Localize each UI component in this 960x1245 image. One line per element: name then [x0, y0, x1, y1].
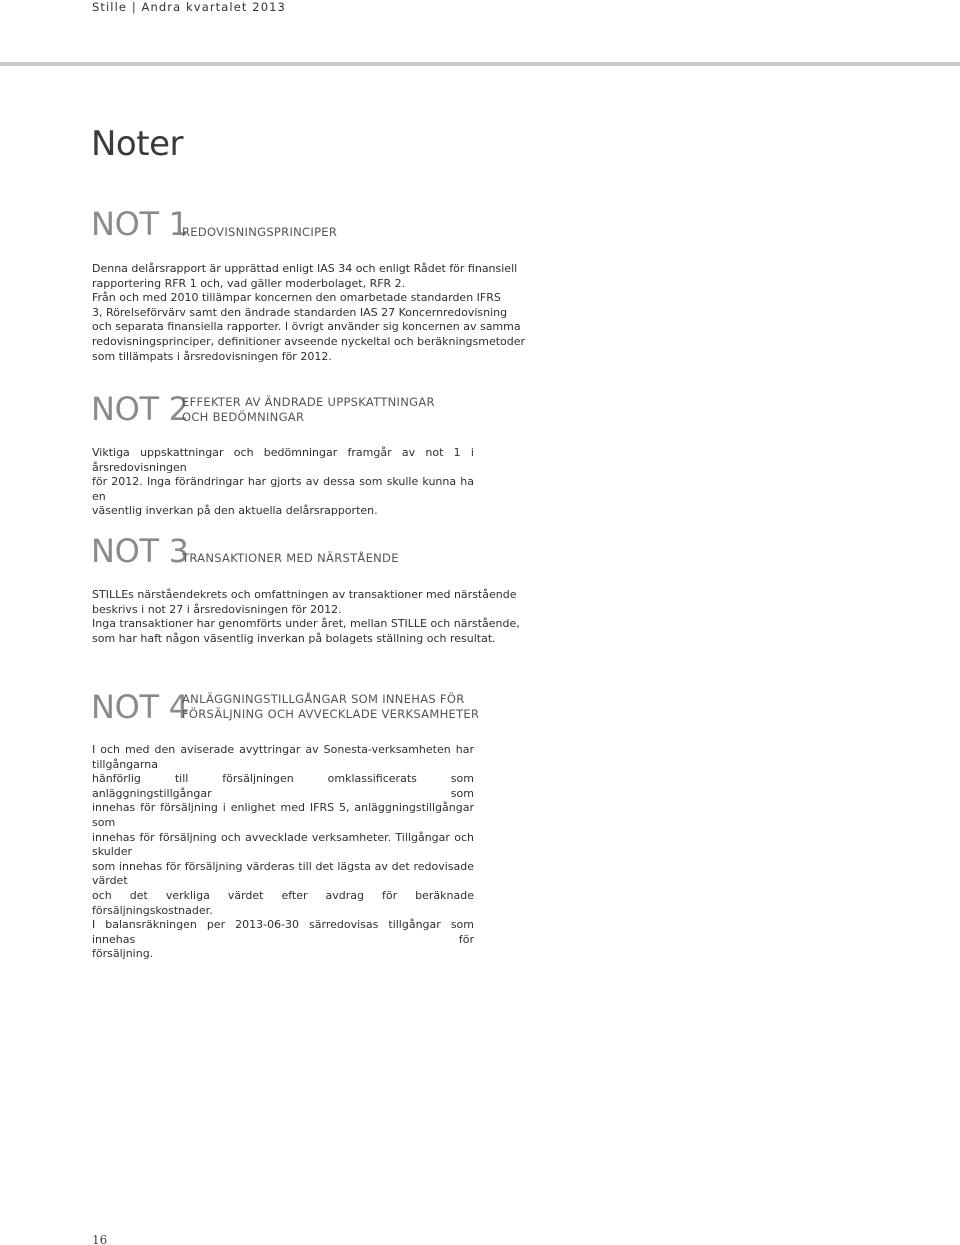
- note-1-title-line: REDOVISNINGSPRINCIPER: [182, 225, 338, 239]
- note-4-line: hänförlig till försäljningen omklassificerats som anläggningstillgångar som: [92, 772, 474, 800]
- note-3-line: STILLEs närståendekrets och omfattningen av transaktioner med närstående: [92, 588, 517, 601]
- page-number: 16: [92, 1233, 108, 1245]
- note-4-line: som innehas för försäljning värderas till det lägsta av det redovisade värdet: [92, 859, 474, 888]
- note-3-line: Inga transaktioner har genomförts under året, mellan STILLE och närstående,: [92, 617, 520, 631]
- note-4-title: [182, 692, 479, 722]
- note-3-line: som har haft någon väsentlig inverkan på bolagets ställning och resultat.: [92, 631, 496, 645]
- note-1-line: redovisningsprinciper, definitioner avseende nyckeltal och beräkningsmetoder: [92, 334, 526, 348]
- note-3-body: [92, 588, 520, 646]
- note-4-line: I balansräkningen per 2013-06-30 särredovisas tillgångar som innehas för: [92, 918, 474, 946]
- note-4-line: innehas för försäljning i enlighet med IFRS 5, anläggningstillgångar som: [92, 801, 474, 829]
- note-4-line: innehas för försäljning och avvecklade verksamheter. Tillgångar och skulder: [92, 830, 474, 859]
- note-3-number: NOT 3: [91, 532, 189, 570]
- note-1-line: rapportering RFR 1 och, vad gäller moderbolaget, RFR 2.: [92, 276, 406, 290]
- note-4-line: I och med den aviserade avyttringar av Sonesta-verksamheten har tillgångarna: [92, 743, 474, 771]
- note-1-line: som tillämpats i årsredovisningen för 2012.: [92, 349, 332, 363]
- note-1-line: 3, Rörelseförvärv samt den ändrade standarden IAS 27 Koncernredovisning: [92, 305, 508, 319]
- note-1-title: [182, 225, 337, 240]
- note-4-line: försäljning.: [92, 947, 154, 961]
- note-4-number: NOT 4: [91, 688, 189, 726]
- note-4-title-line: ANLÄGGNINGSTILLGÅNGAR SOM INNEHAS FÖR: [182, 692, 465, 706]
- note-3-title-line: TRANSAKTIONER MED NÄRSTÅENDE: [182, 551, 399, 565]
- header-divider: [0, 62, 960, 66]
- note-2-number: NOT 2: [91, 390, 189, 428]
- note-4-title-line: FÖRSÄLJNING OCH AVVECKLADE VERKSAMHETER: [182, 707, 480, 721]
- note-2-body: [92, 446, 474, 519]
- note-1-number: NOT 1: [91, 205, 189, 243]
- note-2-title-line: OCH BEDÖMNINGAR: [182, 410, 305, 424]
- note-3-line: beskrivs i not 27 i årsredovisningen för 2012.: [92, 602, 342, 616]
- note-1-line: och separata finansiella rapporter. I övrigt använder sig koncernen av samma: [92, 320, 521, 334]
- note-4-body: [92, 743, 474, 962]
- page-title: Noter: [91, 124, 183, 164]
- note-2-title: [182, 395, 435, 425]
- running-header: Stille | Andra kvartalet 2013: [92, 0, 286, 14]
- note-2-line: för 2012. Inga förändringar har gjorts av dessa som skulle kunna ha en: [92, 475, 474, 503]
- note-1-line: Från och med 2010 tillämpar koncernen den omarbetade standarden IFRS: [92, 291, 501, 305]
- note-1-body: [92, 262, 526, 364]
- note-3-title: [182, 551, 399, 566]
- note-2-title-line: EFFEKTER AV ÄNDRADE UPPSKATTNINGAR: [182, 395, 435, 409]
- note-1-line: Denna delårsrapport är upprättad enligt IAS 34 och enligt Rådet för finansiell: [92, 262, 518, 275]
- note-4-line: och det verkliga värdet efter avdrag för beräknade försäljningskostnader.: [92, 888, 474, 917]
- note-2-line: väsentlig inverkan på den aktuella delårsrapporten.: [92, 504, 378, 518]
- note-2-line: Viktiga uppskattningar och bedömningar framgår av not 1 i årsredovisningen: [92, 446, 474, 474]
